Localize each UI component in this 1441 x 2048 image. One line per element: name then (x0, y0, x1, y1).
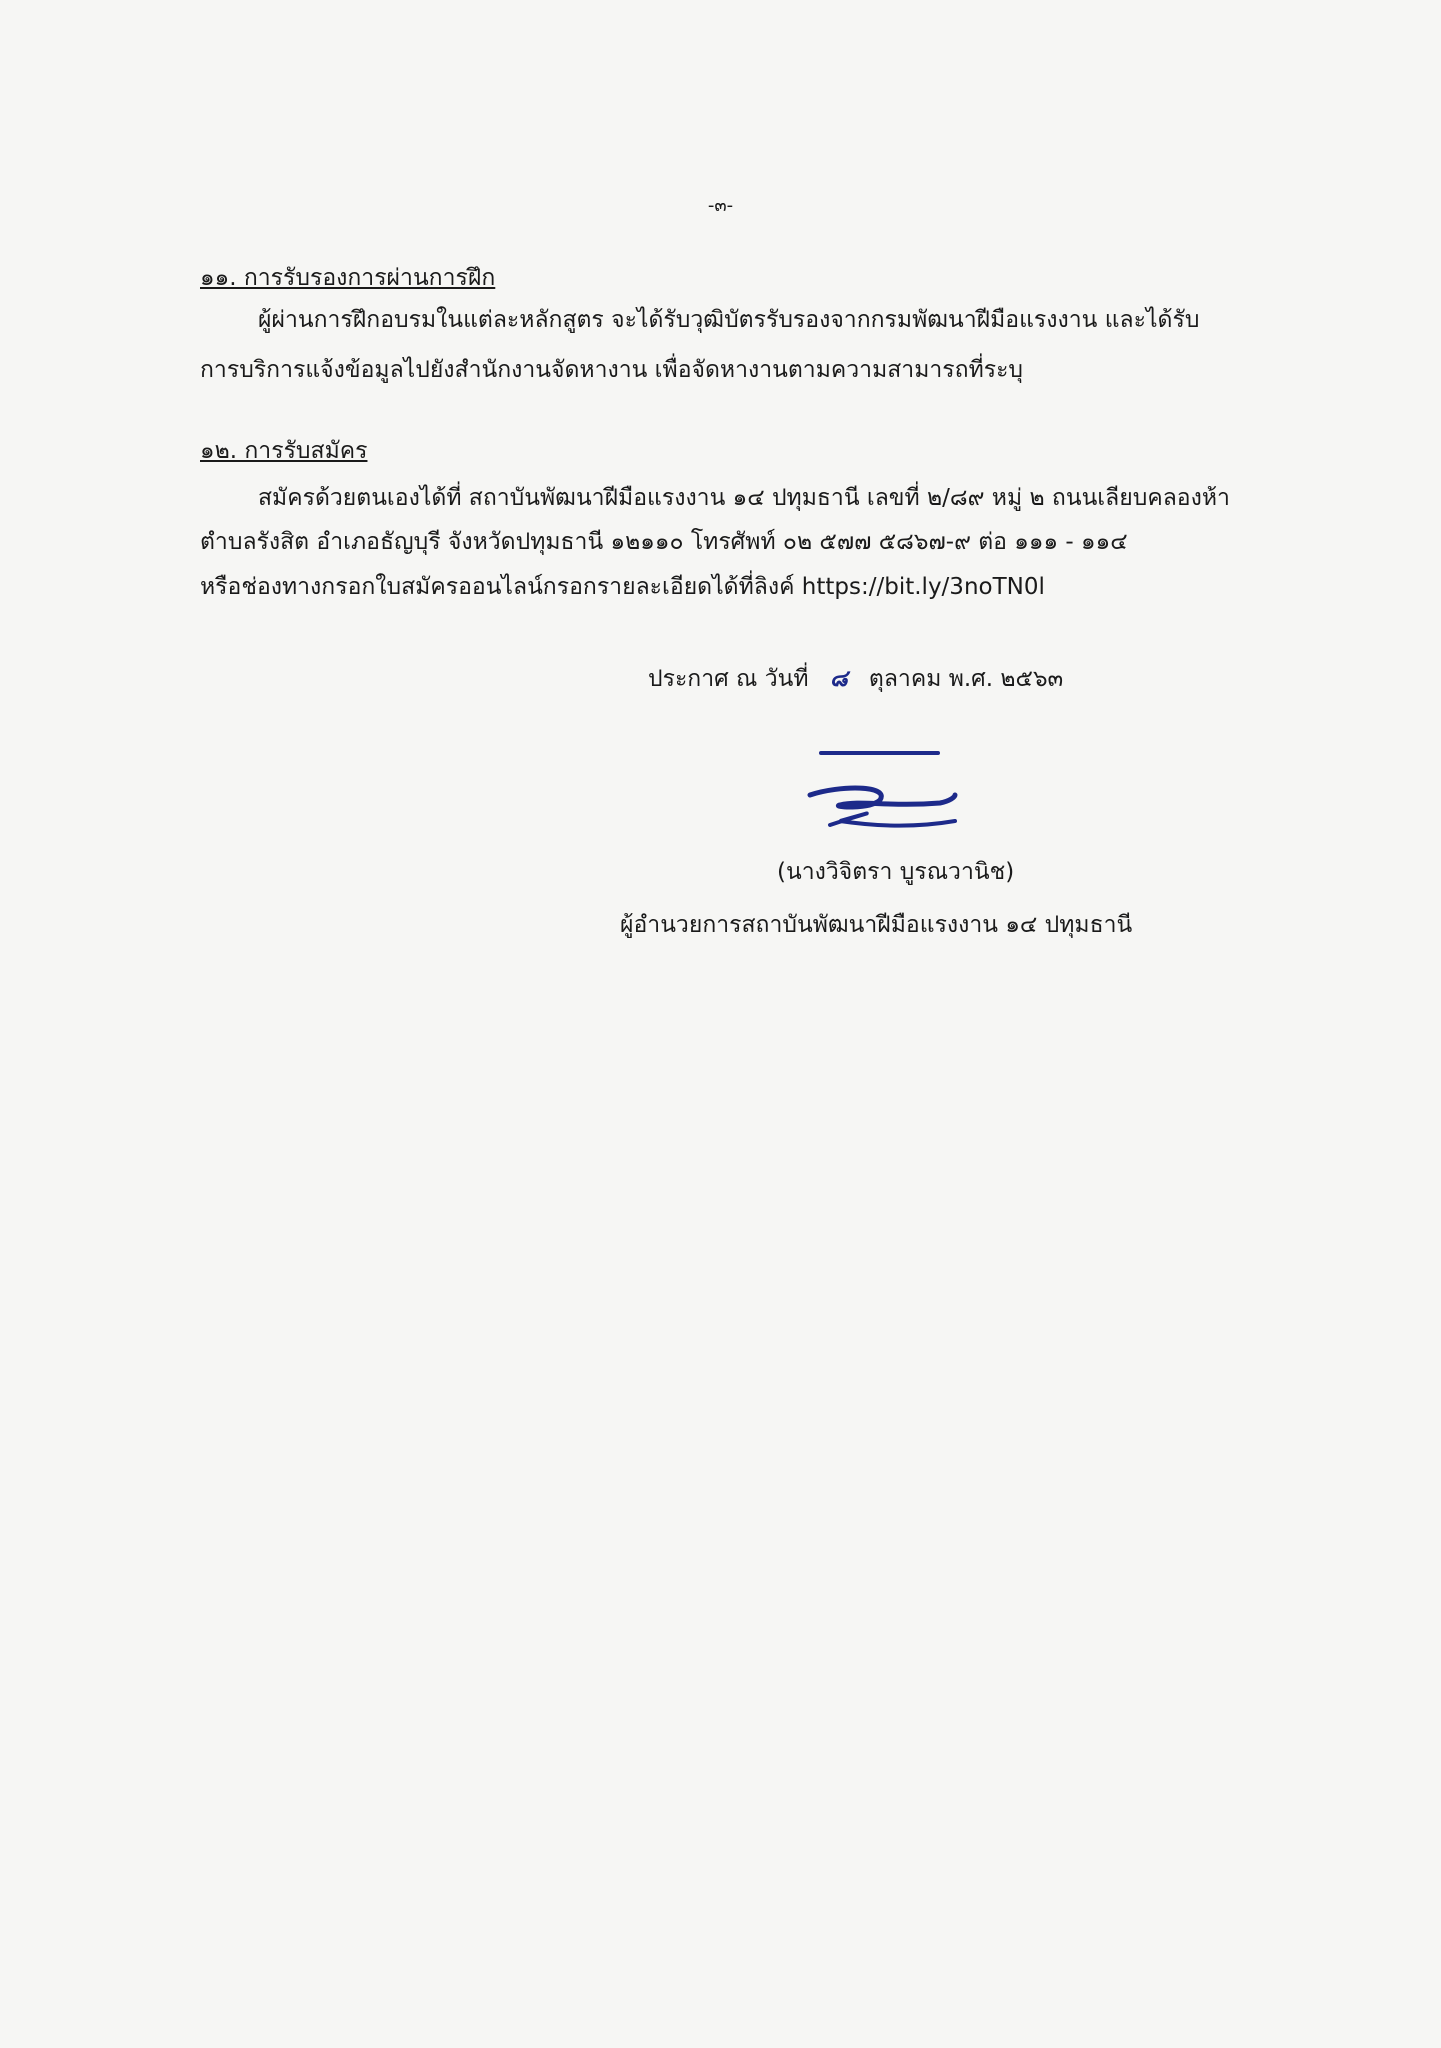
signature-icon (800, 745, 990, 840)
section-11-line: การบริการแจ้งข้อมูลไปยังสำนักงานจัดหางาน เพื่อจัดหางานตามความสามารถที่ระบุ (200, 357, 1024, 383)
date-suffix: ตุลาคม พ.ศ. ๒๕๖๓ (868, 666, 1064, 692)
section-12-heading: ๑๒. การรับสมัคร (200, 438, 368, 464)
signatory-title: ผู้อำนวยการสถาบันพัฒนาฝีมือแรงงาน ๑๔ ปทุมธานี (620, 912, 1133, 938)
section-11-line: ผู้ผ่านการฝึกอบรมในแต่ละหลักสูตร จะได้รับวุฒิบัตรรับรองจากกรมพัฒนาฝีมือแรงงาน และได้รับ (258, 307, 1200, 333)
date-day-handwritten: ๘ (829, 666, 848, 692)
announcement-date (648, 664, 1063, 694)
section-11-heading: ๑๑. การรับรองการผ่านการฝึก (200, 265, 496, 291)
date-prefix: ประกาศ ณ วันที่ (648, 666, 809, 692)
signatory-name: (นางวิจิตรา บูรณวานิช) (777, 859, 1015, 885)
section-12-line: ตำบลรังสิต อำเภอธัญบุรี จังหวัดปทุมธานี ๑๒๑๑๐ โทรศัพท์ ๐๒ ๕๗๗ ๕๘๖๗-๙ ต่อ ๑๑๑ - ๑๑๔ (200, 529, 1128, 555)
page-number: -๓- (707, 195, 734, 216)
section-12-line: สมัครด้วยตนเองได้ที่ สถาบันพัฒนาฝีมือแรงงาน ๑๔ ปทุมธานี เลขที่ ๒/๘๙ หมู่ ๒ ถนนเลียบคลองห้า (258, 485, 1230, 511)
section-12-line: หรือช่องทางกรอกใบสมัครออนไลน์กรอกรายละเอียดได้ที่ลิงค์ https://bit.ly/3noTN0l (200, 574, 1045, 600)
